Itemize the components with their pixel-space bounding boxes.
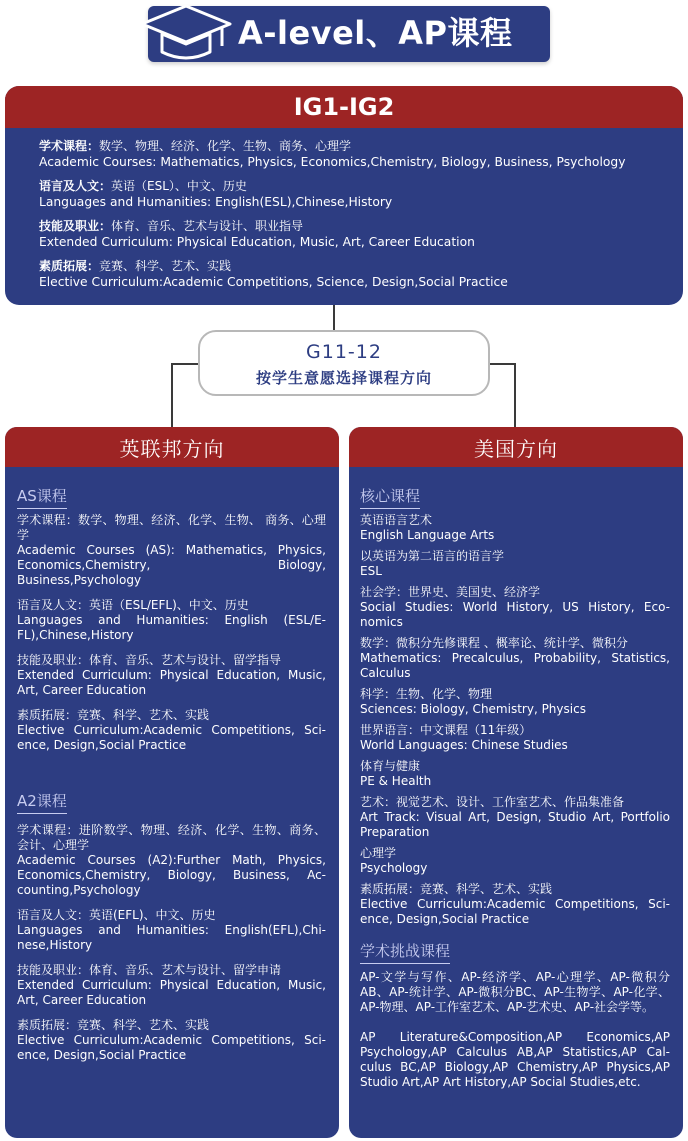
core-course-block: [360, 513, 670, 543]
commonwealth-title: 英联邦方向: [119, 436, 225, 461]
a2-course-en: Academic Courses (A2):Further Math, Physics, Economics,Chemistry, Biology, Business, Ac-counting,Psychology: [17, 853, 326, 897]
challenge-course-title: 学术挑战课程: [360, 941, 450, 964]
a2-course-zh: 语言及人文：英语(EFL)、中文、历史: [17, 908, 216, 922]
core-course-zh: 心理学: [360, 846, 397, 860]
grade-subtitle: 按学生意愿选择课程方向: [255, 369, 432, 387]
core-course-block: [360, 585, 670, 630]
as-course-block: [17, 653, 326, 698]
graduation-cap-icon: [140, 0, 232, 66]
a2-course-title: A2课程: [17, 791, 67, 814]
as-course-zh: 技能及职业：体育、音乐、艺术与设计、留学指导: [17, 653, 282, 667]
core-course-block: [360, 687, 670, 717]
as-course-block: [17, 708, 326, 753]
core-course-zh: 社会学：世界史、美国史、经济学: [360, 585, 541, 599]
a2-course-zh: 学术课程：进阶数学、物理、经济、化学、生物、商务、会计、心理学: [17, 823, 326, 852]
commonwealth-header: [5, 427, 339, 467]
core-course-zh: 艺术：视觉艺术、设计、工作室艺术、作品集准备: [360, 795, 625, 809]
a2-course-block: [17, 823, 326, 898]
core-course-block: [360, 795, 670, 840]
core-course-en: ESL: [360, 564, 382, 578]
ig-course-text: 竞赛、科学、艺术、实践: [99, 259, 232, 273]
core-course-en: PE & Health: [360, 774, 432, 788]
commonwealth-body: [5, 486, 339, 1063]
core-course-block: [360, 723, 670, 753]
ig-panel-title: IG1-IG2: [293, 93, 395, 121]
core-course-en: English Language Arts: [360, 528, 495, 542]
ig-course-label: 技能及职业：: [39, 219, 112, 233]
core-course-zh: 素质拓展：竞赛、科学、艺术、实践: [360, 882, 553, 896]
as-course-zh: 语言及人文：英语（ESL/EFL)、中文、历史: [17, 598, 249, 612]
core-course-block: [360, 846, 670, 876]
a2-course-en: Extended Curriculum: Physical Education, Music, Art, Career Education: [17, 978, 326, 1007]
ig-course-group: [39, 218, 683, 250]
ig-course-label: 素质拓展：: [39, 259, 100, 273]
ig-course-zh: [39, 138, 683, 154]
ig-panel-header: [5, 86, 683, 128]
a2-course-block: [17, 908, 326, 953]
connector-right-v: [514, 363, 516, 427]
connector-left-h: [171, 363, 199, 365]
ig-course-label: 学术课程：: [39, 139, 100, 153]
connector-right-h: [489, 363, 516, 365]
ig-course-text: 英语（ESL）、中文、历史: [111, 179, 247, 193]
us-body: [349, 486, 683, 1090]
ig-course-group: [39, 258, 683, 290]
ig-course-en: Languages and Humanities: English(ESL),Chinese,History: [39, 195, 393, 209]
as-course-en: Languages and Humanities: English (ESL/E-FL),Chinese,History: [17, 613, 326, 642]
as-course-block: [17, 513, 326, 588]
core-course-en: Sciences: Biology, Chemistry, Physics: [360, 702, 586, 716]
core-course-block: [360, 549, 670, 579]
core-course-block: [360, 882, 670, 927]
a2-course-zh: 素质拓展：竞赛、科学、艺术、实践: [17, 1018, 210, 1032]
ig-course-en: Elective Curriculum:Academic Competitions, Science, Design,Social Practice: [39, 275, 508, 289]
ig-course-en: Extended Curriculum: Physical Education, Music, Art, Career Education: [39, 235, 475, 249]
as-course-zh: 素质拓展：竞赛、科学、艺术、实践: [17, 708, 210, 722]
a2-course-en: Elective Curriculum:Academic Competitions, Sci-ence, Design,Social Practice: [17, 1033, 326, 1062]
connector-top: [333, 305, 335, 331]
ig-panel-body: [5, 128, 683, 290]
core-course-en: Psychology: [360, 861, 428, 875]
page-title: A-level、AP课程: [238, 14, 513, 52]
core-course-list: [360, 513, 670, 927]
as-course-en: Elective Curriculum:Academic Competitions, Sci-ence, Design,Social Practice: [17, 723, 326, 752]
as-course-title: AS课程: [17, 486, 67, 509]
a2-course-block: [17, 1018, 326, 1063]
a2-course-list: [17, 823, 326, 1063]
ig-course-text: 数学、物理、经济、化学、生物、商务、心理学: [99, 139, 352, 153]
us-header: [349, 427, 683, 467]
core-course-zh: 数学：微积分先修课程 、概率论、统计学、微积分: [360, 636, 628, 650]
a2-course-block: [17, 963, 326, 1008]
as-course-block: [17, 598, 326, 643]
core-course-en: Elective Curriculum:Academic Competitions, Sci-ence, Design,Social Practice: [360, 897, 670, 926]
grade-box: [198, 330, 490, 396]
ig-course-zh: [39, 178, 683, 194]
core-course-zh: 以英语为第二语言的语言学: [360, 549, 505, 563]
core-course-en: Mathematics: Precalculus, Probability, Statistics, Calculus: [360, 651, 670, 680]
grade-label: G11-12: [306, 341, 382, 363]
core-course-zh: 科学：生物、化学、物理: [360, 687, 493, 701]
ig-course-en: Academic Courses: Mathematics, Physics, Economics,Chemistry, Biology, Business, Psychology: [39, 155, 626, 169]
us-title: 美国方向: [474, 436, 558, 461]
core-course-zh: 世界语言：中文课程（11年级）: [360, 723, 532, 737]
ig-course-group: [39, 178, 683, 210]
us-column: [349, 427, 683, 1138]
commonwealth-column: [5, 427, 339, 1138]
as-course-list: [17, 513, 326, 753]
ig-course-zh: [39, 218, 683, 234]
a2-course-zh: 技能及职业：体育、音乐、艺术与设计、留学申请: [17, 963, 282, 977]
ig-course-text: 体育、音乐、艺术与设计、职业指导: [111, 219, 304, 233]
core-course-en: Social Studies: World History, US History, Eco-nomics: [360, 600, 670, 629]
core-course-en: Art Track: Visual Art, Design, Studio Art, Portfolio Preparation: [360, 810, 670, 839]
as-course-zh: 学术课程：数学、物理、经济、化学、生物、 商务、心理学: [17, 513, 326, 542]
ig-course-group: [39, 138, 683, 170]
challenge-course-en: AP Literature&Composition,AP Economics,AP Psychology,AP Calculus AB,AP Statistics,AP Cal-culus BC,AP Biology,AP Chemistry,AP Physics,AP Studio Art,AP Art History,AP Social Studies,etc.: [360, 1030, 670, 1089]
core-course-en: World Languages: Chinese Studies: [360, 738, 568, 752]
core-course-block: [360, 636, 670, 681]
a2-course-en: Languages and Humanities: English(EFL),Chi-nese,History: [17, 923, 326, 952]
core-course-title: 核心课程: [360, 486, 420, 509]
challenge-course-zh: AP-文学与写作、AP-经济学、AP-心理学、AP-微积分AB、AP-统计学、AP-微积分BC、AP-生物学、AP-化学、AP-物理、AP-工作室艺术、AP-艺术史、AP-社会学等。: [360, 970, 670, 1014]
ig-panel: [5, 86, 683, 305]
ig-course-label: 语言及人文：: [39, 179, 112, 193]
connector-left-v: [171, 363, 173, 427]
ig-course-zh: [39, 258, 683, 274]
as-course-en: Academic Courses (AS): Mathematics, Physics, Economics,Chemistry, Biology, Business,Psychology: [17, 543, 326, 587]
core-course-block: [360, 759, 670, 789]
core-course-zh: 体育与健康: [360, 759, 421, 773]
core-course-zh: 英语语言艺术: [360, 513, 433, 527]
as-course-en: Extended Curriculum: Physical Education, Music, Art, Career Education: [17, 668, 326, 697]
